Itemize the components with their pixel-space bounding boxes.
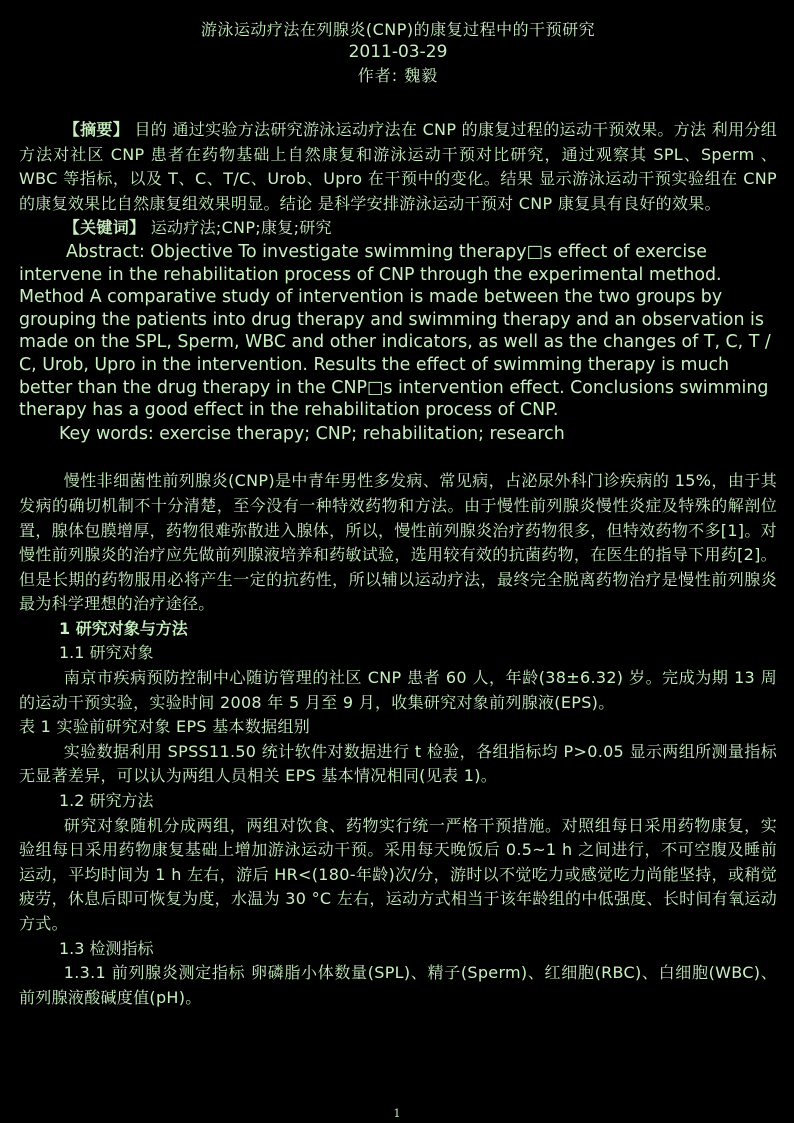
keywords-cn-label: 【关键词】 [63,218,146,238]
section-1-2-heading: 1.2 研究方法 [59,791,154,811]
abstract-cn-label: 【摘要】 [63,120,130,139]
section-1-2-paragraph: 研究对象随机分成两组，两组对饮食、药物实行统一严格干预措施。对照组每日采用药物康复，实验组每日采用药物康复基础上增加游泳运动干预。采用每天晚饭后 0.5~1 h 之间进行，不可空腹及睡前运动，平均时间为 1 h 左右，游后 HR<(180-年龄)次/分，游时以不觉吃力或感觉吃力尚能坚持，或稍觉疲劳，休息后即可恢复为度，水温为 30 °C 左右，运动方式相当于该年龄组的中低强度、长时间有氧运动方式。 [19,815,777,933]
section-1-3-paragraph: 1.3.1 前列腺炎测定指标 卵磷脂小体数量(SPL)、精子(Sperm)、红细胞(RBC)、白细胞(WBC)、前列腺液酸碱度值(pH)。 [19,963,777,1007]
section-1-heading: 1 研究对象与方法 [59,618,188,638]
keywords-en: Key words: exercise therapy; CNP; rehabilitation; research [59,423,565,444]
section-1-1-paragraph: 南京市疾病预防控制中心随访管理的社区 CNP 患者 60 人，年龄(38±6.32) 岁。完成为期 13 周的运动干预实验，实验时间 2008 年 5 月至 9 月，收集研究对象前列腺液(EPS)。 [19,668,777,712]
paper-author: 作者: 魏毅 [357,66,439,85]
document-page [19,18,777,1010]
abstract-cn [19,118,777,216]
table-1-caption: 表 1 实验前研究对象 EPS 基本数据组别 [19,717,311,737]
paper-title: 游泳运动疗法在列腺炎(CNP)的康复过程中的干预研究 [200,20,596,39]
intro-paragraph: 慢性非细菌性前列腺炎(CNP)是中青年男性多发病、常见病，占泌尿外科门诊疾病的 15%，由于其发病的确切机制不十分清楚，至今没有一种特效药物和方法。由于慢性前列腺炎慢性炎症及特殊的解剖位置，腺体包膜增厚，药物很难弥散进入腺体，所以，慢性前列腺炎治疗药物很多，但特效药物不多[1]。对慢性前列腺炎的治疗应先做前列腺液培养和药敏试验，选用较有效的抗菌药物，在医生的指导下用药[2]。但是长期的药物服用必将产生一定的抗药性，所以辅以运动疗法，最终完全脱离药物治疗是慢性前列腺炎最为科学理想的治疗途径。 [19,471,777,614]
section-1-3-heading: 1.3 检测指标 [59,938,154,958]
paper-date: 2011-03-29 [348,42,448,62]
section-1-1-heading: 1.1 研究对象 [59,643,154,663]
abstract-en: Abstract: Objective To investigate swimming therapy□s effect of exercise intervene in the rehabilitation process of CNP through the experimental method. Method A comparative study of intervention is made between the two groups by grouping the patients into drug therapy and swimming therapy and an observation is made on the SPL, Sperm, WBC and other indicators, as well as the changes of T, C, T / C, Urob, Upro in the intervention. Results the effect of swimming therapy is much better than the drug therapy in the CNP□s intervention effect. Conclusions swimming therapy has a good effect in the rehabilitation process of CNP. [19,241,771,421]
abstract-cn-text: 目的 通过实验方法研究游泳运动疗法在 CNP 的康复过程的运动干预效果。方法 利用分组方法对社区 CNP 患者在药物基础上自然康复和游泳运动干预对比研究，通过观察其 SPL、Sperm 、WBC 等指标，以及 T、C、T/C、Urob、Upro 在干预中的变化。结果 显示游泳运动干预实验组在 CNP 的康复效果比自然康复组效果明显。结论 是科学安排游泳运动干预对 CNP 康复具有良好的效果。 [19,120,778,213]
keywords-cn-text: 运动疗法;CNP;康复;研究 [145,218,332,238]
keywords-cn [19,216,777,241]
page-number: 1 [393,1107,401,1120]
section-1-1-paragraph-2: 实验数据利用 SPSS11.50 统计软件对数据进行 t 检验，各组指标均 P>0.05 显示两组所测量指标无显著差异，可以认为两组人员相关 EPS 基本情况相同(见表 1)。 [19,741,777,786]
